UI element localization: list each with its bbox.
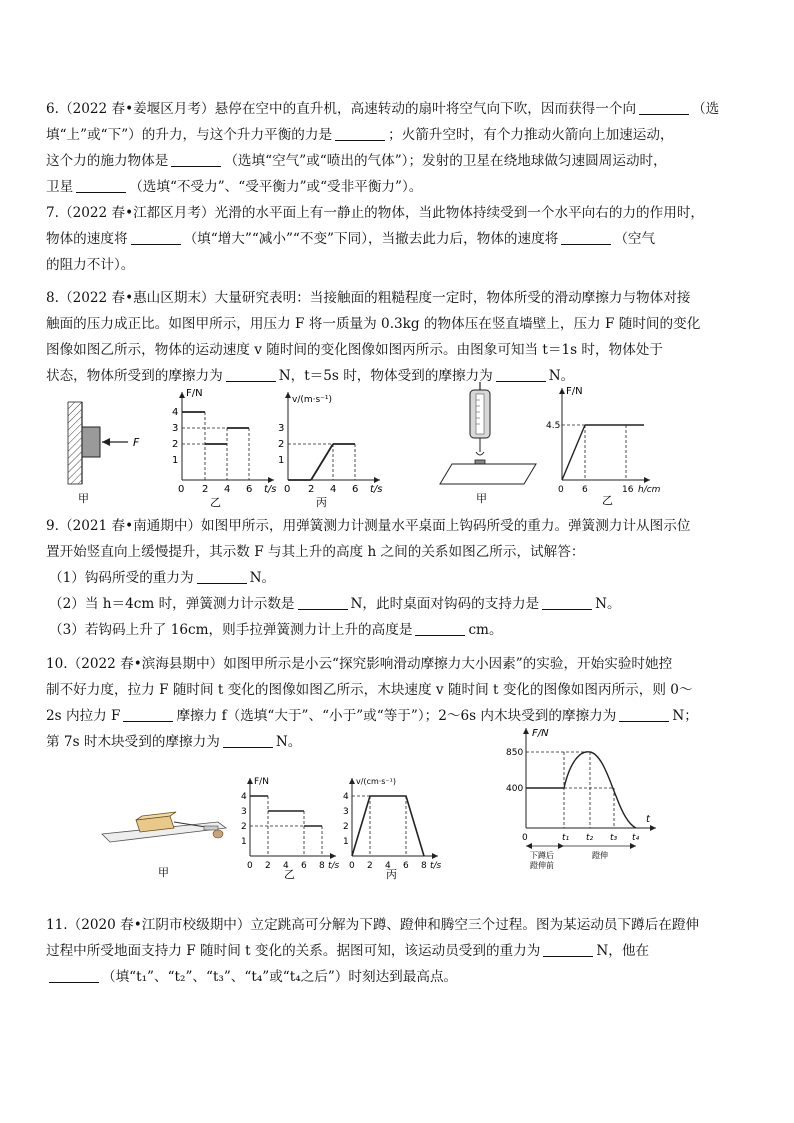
q7-text: 的阻力不计）。: [46, 257, 135, 273]
caption-yi: 乙: [210, 496, 221, 509]
q9-force-height-graph: [546, 386, 661, 507]
q10-force-graph: [241, 777, 340, 881]
q8-wall-diagram: [68, 402, 140, 505]
q7-text: 物体的速度将: [46, 231, 128, 247]
q10-block-diagram: [102, 812, 226, 879]
q9-text: （3）若钩码上升了 16cm，则手拉弹簧测力计上升的高度是: [49, 622, 413, 638]
x-tick: t₁: [562, 833, 570, 843]
x-tick: 4: [283, 861, 289, 871]
q11-text: 11.（2020 春•江阴市校级期中）立定跳高可分解为下蹲、蹬伸和腾空三个过程。图为某运动员下蹲后在蹬伸: [46, 917, 700, 933]
y-axis-label: F/N: [566, 386, 583, 397]
x-tick: 6: [246, 484, 253, 495]
q11-text: 过程中所受地面支持力 F 随时间 t 变化的关系。据图可知，该运动员受到的重力为: [46, 943, 541, 959]
x-tick: 4: [330, 484, 337, 495]
y-tick: 4: [172, 407, 179, 418]
q9-text: 9.（2021 春•南通期中）如图甲所示，用弹簧测力计测量水平桌面上钩码所受的重力。弹簧测力计从图示位: [46, 518, 691, 534]
y-tick: 850: [506, 748, 524, 758]
caption-bing: 丙: [386, 868, 397, 881]
q6-text: ；火箭升空时，有个力推动火箭向上加速运动，: [388, 127, 674, 143]
q7-text: （空气: [614, 231, 656, 247]
question-9: [46, 513, 746, 643]
q6-text: （选填“不受力”、“受平衡力”或“受非平衡力”）。: [129, 179, 423, 195]
y-axis-label: F/N: [532, 728, 549, 739]
x-axis-label: h/cm: [638, 485, 661, 495]
y-tick: 2: [172, 439, 179, 450]
x-tick: 8: [319, 861, 325, 871]
x-axis-label: t/s: [370, 484, 383, 495]
y-axis-label: v/(m·s⁻¹): [292, 395, 333, 405]
x-tick: 2: [308, 484, 315, 495]
q8-text: 触面的压力成正比。如图甲所示，用压力 F 将一质量为 0.3kg 的物体压在竖直墙壁上，压力 F 随时间的变化: [46, 316, 701, 332]
x-tick: 0: [247, 861, 253, 871]
answer-blank[interactable]: [131, 230, 181, 245]
question-6: [46, 96, 746, 200]
answer-blank[interactable]: [335, 126, 385, 141]
x-tick: 2: [265, 861, 271, 871]
caption-bing: 丙: [316, 496, 327, 509]
answer-blank[interactable]: [619, 707, 669, 722]
x-tick: 6: [352, 484, 359, 495]
q8-text: 8.（2022 春•惠山区期末）大量研究表明：当接触面的粗糙程度一定时，物体所受的滑动摩擦力与物体对接: [46, 290, 691, 306]
answer-blank[interactable]: [542, 595, 592, 610]
question-11: [46, 912, 746, 990]
q7-text: 7.（2022 春•江都区月考）光滑的水平面上有一静止的物体，当此物体持续受到一个水平向右的力的作用时，: [46, 205, 705, 221]
x-tick: 0: [178, 484, 185, 495]
x-tick: t₄: [632, 833, 640, 843]
q9-text: 置开始竖直向上缓慢提升，其示数 F 与其上升的高度 h 之间的关系如图乙所示，试解答：: [46, 544, 585, 560]
x-tick: 16: [622, 485, 634, 495]
x-tick: 2: [202, 484, 209, 495]
q8-text: N，t＝5s 时，物体受到的摩擦力为: [278, 368, 493, 384]
x-tick: 6: [301, 861, 307, 871]
x-tick: 2: [367, 861, 373, 871]
x-tick: 8: [421, 861, 427, 871]
x-tick: 0: [558, 485, 564, 495]
q8-figures: [40, 380, 760, 510]
x-tick: 4: [385, 861, 391, 871]
y-tick: 1: [278, 455, 285, 466]
answer-blank[interactable]: [76, 178, 126, 193]
x-tick: 6: [403, 861, 409, 871]
caption-jia: 甲: [158, 866, 169, 879]
arrow-icon: [102, 438, 110, 446]
q10-text: 制不好力度，拉力 F 随时间 t 变化的图像如图乙所示，木块速度 v 随时间 t 变化的图像如图丙所示，则 0～: [46, 682, 693, 698]
q9-text: N。: [595, 596, 621, 612]
answer-blank[interactable]: [123, 707, 173, 722]
x-axis-label: t/s: [328, 861, 340, 871]
q10-text: 10.（2022 春•滨海县期中）如图甲所示是小云“探究影响滑动摩擦力大小因素”的实验，开始实验时她控: [46, 656, 673, 672]
answer-blank[interactable]: [298, 595, 348, 610]
q9-spring-scale-diagram: [440, 382, 536, 505]
answer-blank[interactable]: [197, 569, 247, 584]
y-tick: 2: [241, 822, 247, 832]
answer-blank[interactable]: [639, 100, 689, 115]
q8-velocity-graph: [278, 392, 383, 509]
y-tick: 3: [172, 423, 179, 434]
x-tick: 0: [522, 833, 528, 843]
caption-jia: 甲: [78, 492, 89, 505]
q11-text: N，他在: [596, 943, 650, 959]
y-tick: 4: [241, 792, 247, 802]
x-tick: t₃: [610, 833, 618, 843]
question-7: [46, 200, 746, 278]
x-tick: 0: [349, 861, 355, 871]
y-tick: 1: [343, 837, 349, 847]
x-axis-label: t/s: [430, 861, 442, 871]
q6-text: （选: [692, 101, 720, 117]
y-tick: 1: [241, 837, 247, 847]
q10-text: N；: [672, 708, 698, 724]
y-tick: 3: [343, 807, 349, 817]
q6-text: 这个力的施力物体是: [46, 153, 169, 169]
q9-text: （2）当 h＝4cm 时，弹簧测力计示数是: [49, 596, 295, 612]
q6-text: 6.（2022 春•姜堰区月考）悬停在空中的直升机，高速转动的扇叶将空气向下吹，因而获得一个向: [46, 101, 637, 117]
y-tick: 2: [278, 439, 285, 450]
force-label: F: [133, 436, 140, 449]
x-axis-label: t/s: [264, 484, 277, 495]
answer-blank[interactable]: [561, 230, 611, 245]
q6-text: 填“上”或“下”）的升力，与这个升力平衡的力是: [46, 127, 333, 143]
q10-text: 摩擦力 f（选填“大于”、“小于”或“等于”）；2～6s 内木块受到的摩擦力为: [176, 708, 617, 724]
answer-blank[interactable]: [49, 968, 99, 983]
caption-yi: 乙: [284, 868, 295, 881]
y-tick: 400: [506, 784, 524, 794]
phase-label: 蹬伸: [592, 851, 608, 860]
x-tick: 0: [284, 484, 291, 495]
phase-label: 下蹲后: [530, 851, 554, 860]
answer-blank[interactable]: [171, 152, 221, 167]
caption-jia: 甲: [476, 492, 487, 505]
y-tick: 3: [278, 423, 285, 434]
q7-text: （填“增大”“减小”“不变”下同），当撤去此力后，物体的速度将: [183, 231, 559, 247]
q8-text: N。: [548, 368, 575, 384]
y-tick: 2: [343, 822, 349, 832]
y-tick: 4: [343, 792, 349, 802]
q9-text: （1）钩码所受的重力为: [49, 570, 194, 586]
phase-label: 蹬伸前: [530, 861, 554, 870]
x-axis-label: t: [646, 814, 650, 825]
q9-text: N，此时桌面对钩码的支持力是: [350, 596, 540, 612]
y-tick: 4.5: [546, 421, 561, 431]
q11-text: （填“t₁”、“t₂”、“t₃”、“t₄”或“t₄之后”）时刻达到最高点。: [102, 969, 458, 985]
answer-blank[interactable]: [543, 942, 593, 957]
y-axis-label: F/N: [254, 777, 269, 787]
q6-text: 卫星: [46, 179, 74, 195]
y-tick: 1: [172, 455, 179, 466]
q9-text: N。: [249, 570, 276, 586]
y-tick: 3: [241, 807, 247, 817]
x-tick: t₂: [586, 833, 594, 843]
y-axis-label: v/(cm·s⁻¹): [356, 777, 397, 786]
q8-force-graph: [172, 388, 277, 509]
question-8: [46, 285, 746, 389]
x-tick: 4: [224, 484, 231, 495]
q10-velocity-graph: [343, 777, 442, 881]
y-axis-label: F/N: [186, 388, 203, 399]
caption-yi: 乙: [602, 494, 613, 507]
q10-text: 2s 内拉力 F: [46, 708, 121, 724]
answer-blank[interactable]: [415, 621, 465, 636]
q8-text: 状态，物体所受到的摩擦力为: [46, 368, 223, 384]
answer-blank[interactable]: [223, 733, 273, 748]
question-10: [46, 651, 746, 755]
q10-text: 第 7s 时木块受到的摩擦力为: [46, 734, 220, 750]
q6-text: （选填“空气”或“喷出的气体”）；发射的卫星在绕地球做匀速圆周运动时，: [224, 153, 667, 169]
q10-text: N。: [275, 734, 302, 750]
q8-text: 图像如图乙所示，物体的运动速度 v 随时间的变化图像如图丙所示。由图象可知当 t＝1s 时，物体处于: [46, 342, 663, 358]
q9-text: cm。: [468, 622, 503, 638]
x-tick: 6: [582, 485, 588, 495]
